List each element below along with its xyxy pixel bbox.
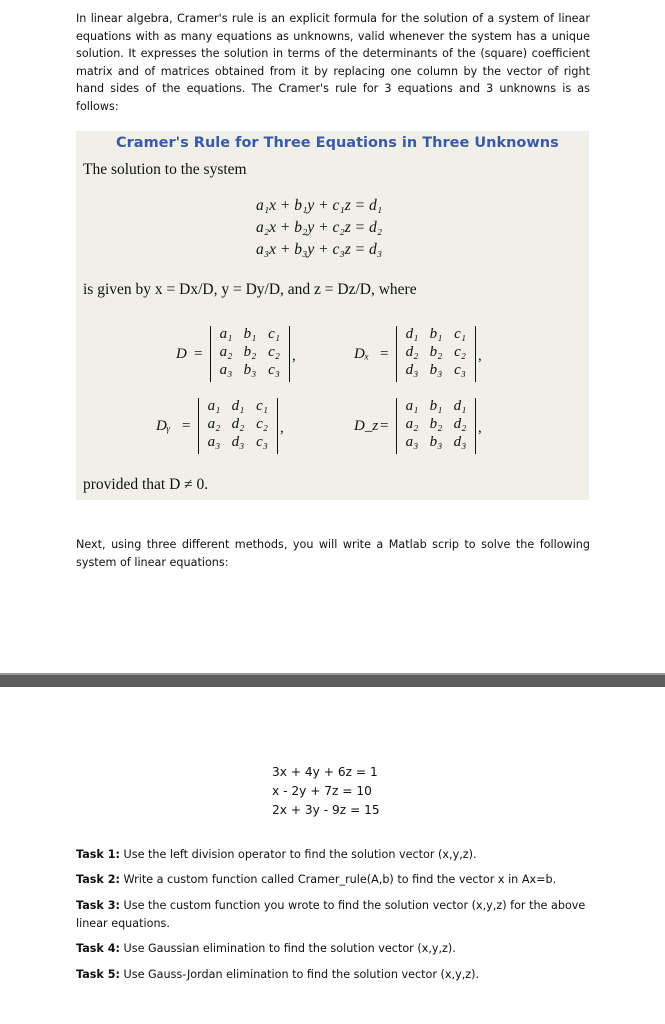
determinant-label: D	[176, 346, 187, 362]
matrix-entry: c₃	[256, 434, 268, 450]
determinant-label: Dₓ	[354, 346, 370, 362]
matrix-entry: c₂	[454, 344, 466, 360]
task-label: Task 2:	[76, 873, 120, 886]
task-label: Task 5:	[76, 968, 120, 981]
system-equation-1: a₁x + b₁y + c₁z = d₁	[256, 197, 383, 214]
matrix	[198, 398, 278, 454]
provided-condition: provided that D ≠ 0.	[83, 476, 209, 493]
task-4	[76, 940, 590, 958]
matrix-entry: b₂	[243, 344, 257, 360]
matrix-entry: d₂	[405, 344, 419, 360]
task-label: Task 3:	[76, 899, 120, 912]
matrix-entry: a₂	[219, 344, 233, 360]
matrix-entry: c₃	[268, 362, 280, 378]
matrix-entry: b₃	[243, 362, 257, 378]
matrix-entry: b₃	[429, 362, 443, 378]
intro-paragraph: In linear algebra, Cramer's rule is an explicit formula for the solution of a system of linear equations with as many equations as unknowns, valid whenever the system has a unique solution. It expresses the solution in terms of the determinants of the (square) coefficient matrix and of matrices obtained from it by replacing one column by the vector of right hand sides of the equations. The Cramer's rule for 3 equations and 3 unknowns is as follows:	[76, 12, 590, 113]
comma: ,	[280, 420, 284, 436]
comma: ,	[478, 420, 482, 436]
equals-sign: =	[182, 418, 191, 434]
matrix-entry: a₂	[405, 416, 419, 432]
matrix-entry: b₁	[429, 398, 443, 414]
task-label: Task 1:	[76, 848, 120, 861]
determinant-label: Dᵧ	[156, 418, 171, 434]
matrix	[396, 398, 476, 454]
linear-equation-3: 2x + 3y - 9z = 15	[272, 803, 380, 817]
system-equation-2: a₂x + b₂y + c₂z = d₂	[256, 219, 383, 236]
matrix-entry: c₁	[256, 398, 268, 414]
task-text: Write a custom function called Cramer_rule(A,b) to find the vector x in Ax=b.	[120, 873, 557, 886]
matrix	[210, 326, 290, 382]
matrix-entry: a₂	[207, 416, 221, 432]
linear-equation-1: 3x + 4y + 6z = 1	[272, 765, 378, 779]
determinant-Dx	[354, 326, 494, 382]
task-text: Use Gauss-Jordan elimination to find the solution vector (x,y,z).	[120, 968, 480, 981]
matrix-entry: c₃	[454, 362, 466, 378]
system-equation-3: a₃x + b₃y + c₃z = d₃	[256, 241, 383, 258]
determinant-label: D_z	[354, 418, 379, 434]
matrix-entry: b₂	[429, 344, 443, 360]
task-text: Use the custom function you wrote to find the solution vector (x,y,z) for the above linear equations.	[76, 899, 586, 930]
matrix-entry: c₂	[256, 416, 268, 432]
matrix-entry: d₁	[405, 326, 419, 342]
matrix	[396, 326, 476, 382]
matrix-entry: d₁	[453, 398, 467, 414]
equals-sign: =	[194, 346, 203, 362]
matrix-entry: c₁	[454, 326, 466, 342]
task-text: Use the left division operator to find the solution vector (x,y,z).	[120, 848, 477, 861]
comma: ,	[292, 348, 296, 364]
matrix-entry: b₂	[429, 416, 443, 432]
task-2	[76, 871, 590, 889]
determinant-D	[176, 326, 316, 382]
matrix-entry: a₃	[405, 434, 419, 450]
task-5	[76, 966, 590, 984]
task-3	[76, 897, 590, 932]
box-title: Cramer's Rule for Three Equations in Three Unknowns	[116, 135, 559, 151]
task-label: Task 4:	[76, 942, 120, 955]
matrix-entry: d₃	[231, 434, 245, 450]
page-separator-bar	[0, 673, 665, 687]
linear-equation-2: x - 2y + 7z = 10	[272, 784, 372, 798]
matrix-entry: a₃	[207, 434, 221, 450]
comma: ,	[478, 348, 482, 364]
matrix-entry: d₁	[231, 398, 245, 414]
task-text: Use Gaussian elimination to find the solution vector (x,y,z).	[120, 942, 456, 955]
matrix-entry: b₃	[429, 434, 443, 450]
matrix-entry: d₂	[453, 416, 467, 432]
task-1	[76, 846, 590, 864]
determinant-Dz	[354, 398, 494, 454]
matrix-entry: b₁	[243, 326, 257, 342]
given-by-text: is given by x = Dx/D, y = Dy/D, and z = Dz/D, where	[83, 281, 417, 298]
equals-sign: =	[380, 346, 389, 362]
matrix-entry: a₃	[219, 362, 233, 378]
matrix-entry: d₃	[453, 434, 467, 450]
matrix-entry: a₁	[207, 398, 221, 414]
cramer-rule-box	[76, 131, 589, 500]
matrix-entry: d₂	[231, 416, 245, 432]
matrix-entry: b₁	[429, 326, 443, 342]
matrix-entry: a₁	[405, 398, 419, 414]
matrix-entry: d₃	[405, 362, 419, 378]
matrix-entry: a₁	[219, 326, 233, 342]
next-paragraph: Next, using three different methods, you will write a Matlab scrip to solve the following system of linear equations:	[76, 538, 590, 569]
determinant-Dy	[156, 398, 316, 454]
equals-sign: =	[380, 418, 389, 434]
matrix-entry: c₁	[268, 326, 280, 342]
matrix-entry: c₂	[268, 344, 280, 360]
box-subtitle: The solution to the system	[83, 161, 247, 178]
